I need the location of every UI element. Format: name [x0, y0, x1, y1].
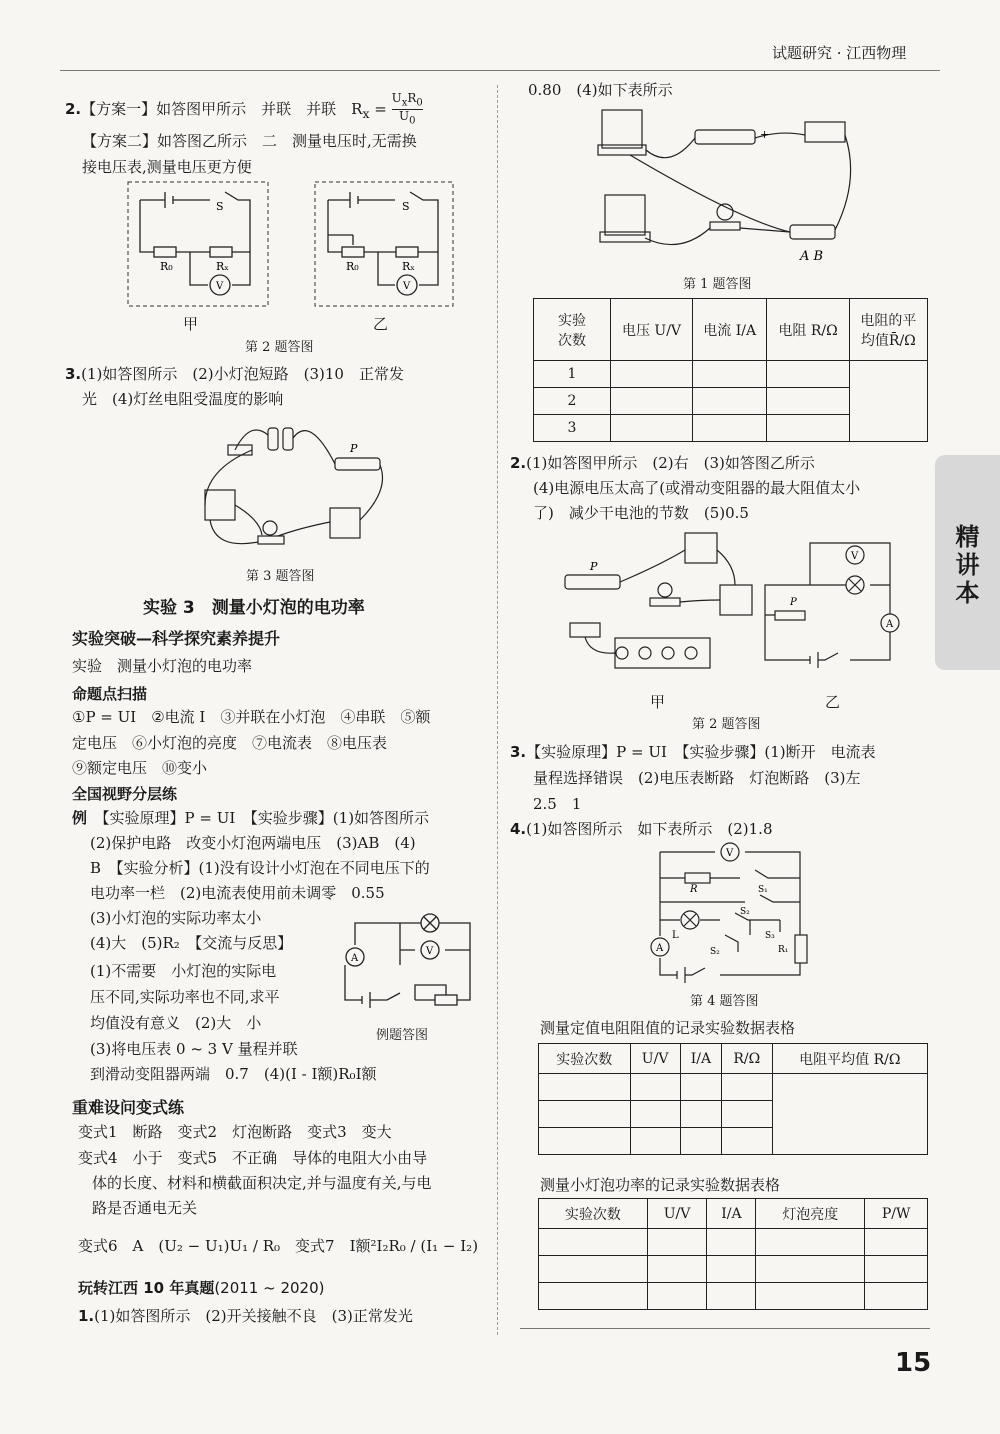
- table-header: 电流 I/A: [692, 299, 766, 361]
- experiment3-title: 实验 3 测量小灯泡的电功率: [143, 598, 365, 618]
- table-header: 实验次数: [539, 1044, 631, 1074]
- svg-text:S₁: S₁: [758, 885, 768, 895]
- data-table-resistance: [538, 1043, 928, 1155]
- svg-text:V: V: [216, 281, 224, 292]
- header-rule: [60, 70, 940, 71]
- svg-text:P: P: [790, 597, 797, 608]
- q2-line2: 【方案二】如答图乙所示 二 测量电压时,无需换: [82, 132, 417, 150]
- example-line: (4)大 (5)R₂ 【交流与反思】: [90, 934, 293, 952]
- svg-text:R₁: R₁: [778, 945, 789, 955]
- svg-text:L: L: [672, 930, 679, 941]
- example-fig-caption: 例题答图: [376, 1028, 429, 1043]
- apparatus-diagram-q1: [590, 100, 860, 270]
- svg-text:A: A: [351, 953, 359, 964]
- table-header: 电压 U/V: [611, 299, 693, 361]
- table-header: R/Ω: [722, 1044, 773, 1074]
- table-cell: 2: [534, 388, 611, 415]
- variant-line: 变式1 断路 变式2 灯泡断路 变式3 变大: [78, 1123, 392, 1141]
- svg-text:V: V: [403, 281, 411, 292]
- bottom-rule: [520, 1328, 930, 1329]
- svg-text:S₃: S₃: [765, 931, 775, 941]
- table-header: U/V: [630, 1044, 680, 1074]
- section-heading: 玩转江西 10 年真题(2011 ~ 2020): [78, 1279, 325, 1297]
- rq3-line3: 2.5 1: [533, 795, 582, 813]
- example-line: 电功率一栏 (2)电流表使用前未调零 0.55: [90, 884, 385, 902]
- svg-text:R₀: R₀: [346, 260, 359, 273]
- svg-text:Rₓ: Rₓ: [402, 260, 415, 273]
- table2-title: 测量定值电阻阻值的记录实验数据表格: [540, 1019, 796, 1037]
- section-subheading: 实验 测量小灯泡的电功率: [72, 657, 253, 675]
- side-tab-char: 讲: [955, 551, 980, 579]
- circuit-diagram-rq2: [560, 525, 900, 690]
- example-line: 均值没有意义 (2)大 小: [90, 1014, 262, 1032]
- table-header: P/W: [865, 1199, 928, 1229]
- fig3-caption: 第 3 题答图: [246, 569, 315, 584]
- svg-text:Rₓ: Rₓ: [216, 260, 229, 273]
- page-header: 试题研究 · 江西物理: [772, 44, 907, 62]
- column-divider: [497, 85, 498, 1335]
- rq2-line3: 了) 减少干电池的节数 (5)0.5: [533, 504, 749, 522]
- table-header: 电阻的平 均值R̄/Ω: [849, 299, 927, 361]
- q3-line1: 3.(1)如答图所示 (2)小灯泡短路 (3)10 正常发: [65, 365, 404, 383]
- q3-line2: 光 (4)灯丝电阻受温度的影响: [82, 390, 284, 408]
- table-header: 实验 次数: [534, 299, 611, 361]
- page-number: 15: [895, 1348, 932, 1378]
- table-cell: 1: [534, 361, 611, 388]
- rfig2-label-yi: 乙: [825, 693, 841, 711]
- svg-text:+: +: [760, 128, 770, 141]
- rq2-line1: 2.(1)如答图甲所示 (2)右 (3)如答图乙所示: [510, 454, 815, 472]
- fig2-caption: 第 2 题答图: [245, 340, 314, 355]
- svg-text:V: V: [426, 946, 434, 957]
- side-tab-char: 精: [955, 523, 980, 551]
- svg-text:A: A: [886, 619, 894, 630]
- side-tab-char: 本: [955, 579, 980, 607]
- scan-line: ⑨额定电压 ⑩变小: [72, 759, 208, 777]
- section-heading: 实验突破—科学探究素养提升: [72, 629, 281, 648]
- svg-text:S₂: S₂: [710, 947, 720, 957]
- rfig2-caption: 第 2 题答图: [692, 717, 761, 732]
- data-table-q1: [533, 298, 928, 442]
- example-line: (3)小灯泡的实际功率太小: [90, 909, 262, 927]
- section-heading: 重难设问变式练: [72, 1098, 185, 1117]
- table3-title: 测量小灯泡功率的记录实验数据表格: [540, 1176, 781, 1194]
- example-line: (3)将电压表 0 ~ 3 V 量程并联: [90, 1040, 298, 1058]
- rq3-line1: 3.【实验原理】P = UI 【实验步骤】(1)断开 电流表: [510, 743, 876, 761]
- data-table-power: [538, 1198, 928, 1310]
- circuit-diagram-rq4: [640, 840, 820, 985]
- circuit-diagram-example: [340, 905, 480, 1020]
- variant-line: 变式6 A (U₂ − U₁)U₁ / R₀ 变式7 I额²I₂R₀ / (I₁ − I₂): [78, 1237, 479, 1255]
- svg-text:S: S: [216, 200, 224, 213]
- fig4-caption: 第 4 题答图: [690, 994, 759, 1009]
- rq4-line1: 4.(1)如答图所示 如下表所示 (2)1.8: [510, 820, 773, 838]
- svg-text:P: P: [350, 442, 358, 455]
- q2-line1: 2.【方案一】如答图甲所示 并联 并联 $R_x$ = $U_xR_0$ $U_0$: [65, 91, 423, 127]
- svg-text:A B: A B: [800, 249, 824, 264]
- example-line: (1)不需要 小灯泡的实际电: [90, 962, 277, 980]
- example-line: 到滑动变阻器两端 0.7 (4)(I - I额)R₀I额: [90, 1065, 377, 1083]
- fig1-caption: 第 1 题答图: [683, 277, 752, 292]
- table-header: 灯泡亮度: [756, 1199, 865, 1229]
- variant-line: 路是否通电无关: [92, 1199, 198, 1217]
- variant-line: 变式4 小于 变式5 不正确 导体的电阻大小由导: [78, 1149, 428, 1167]
- rq3-line2: 量程选择错误 (2)电压表断路 灯泡断路 (3)左: [533, 769, 861, 787]
- fig2-label-yi: 乙: [373, 315, 389, 333]
- rfig2-label-jia: 甲: [650, 693, 666, 711]
- fig2-label-jia: 甲: [183, 315, 199, 333]
- scan-line: ①P = UI ②电流 I ③并联在小灯泡 ④串联 ⑤额: [72, 708, 431, 726]
- svg-text:S₂: S₂: [740, 907, 750, 917]
- svg-text:R: R: [690, 884, 698, 895]
- apparatus-diagram-q3: [190, 410, 390, 560]
- section-heading: 全国视野分层练: [72, 785, 178, 803]
- svg-text:V: V: [726, 848, 734, 859]
- table-header: U/V: [647, 1199, 707, 1229]
- example-line: B 【实验分析】(1)没有设计小灯泡在不同电压下的: [90, 859, 430, 877]
- side-tab: [935, 455, 1000, 670]
- svg-text:A: A: [656, 943, 664, 954]
- table-header: I/A: [680, 1044, 721, 1074]
- svg-text:P: P: [590, 560, 598, 573]
- rq2-line2: (4)电源电压太高了(或滑动变阻器的最大阻值太小: [533, 479, 861, 497]
- table-header: 实验次数: [539, 1199, 648, 1229]
- table-header: I/A: [707, 1199, 756, 1229]
- variant-line: 体的长度、材料和横截面积决定,并与温度有关,与电: [92, 1174, 432, 1192]
- example-line1: 例 【实验原理】P = UI 【实验步骤】(1)如答图所示: [72, 809, 430, 827]
- q2-line3: 接电压表,测量电压更方便: [82, 158, 252, 176]
- svg-text:S: S: [402, 200, 410, 213]
- table-header: 电阻平均值 R/Ω: [772, 1044, 927, 1074]
- right-top-line: 0.80 (4)如下表所示: [528, 81, 673, 99]
- table-header: 电阻 R/Ω: [767, 299, 849, 361]
- example-line: (2)保护电路 改变小灯泡两端电压 (3)AB (4): [90, 834, 416, 852]
- section-heading: 命题点扫描: [72, 685, 148, 703]
- svg-text:R₀: R₀: [160, 260, 173, 273]
- svg-text:V: V: [851, 551, 859, 562]
- table-cell: 3: [534, 415, 611, 442]
- scan-line: 定电压 ⑥小灯泡的亮度 ⑦电流表 ⑧电压表: [72, 734, 388, 752]
- circuit-diagram-q2: [120, 180, 460, 310]
- example-line: 压不同,实际功率也不同,求平: [90, 988, 280, 1006]
- q1-line: 1.(1)如答图所示 (2)开关接触不良 (3)正常发光: [78, 1307, 413, 1325]
